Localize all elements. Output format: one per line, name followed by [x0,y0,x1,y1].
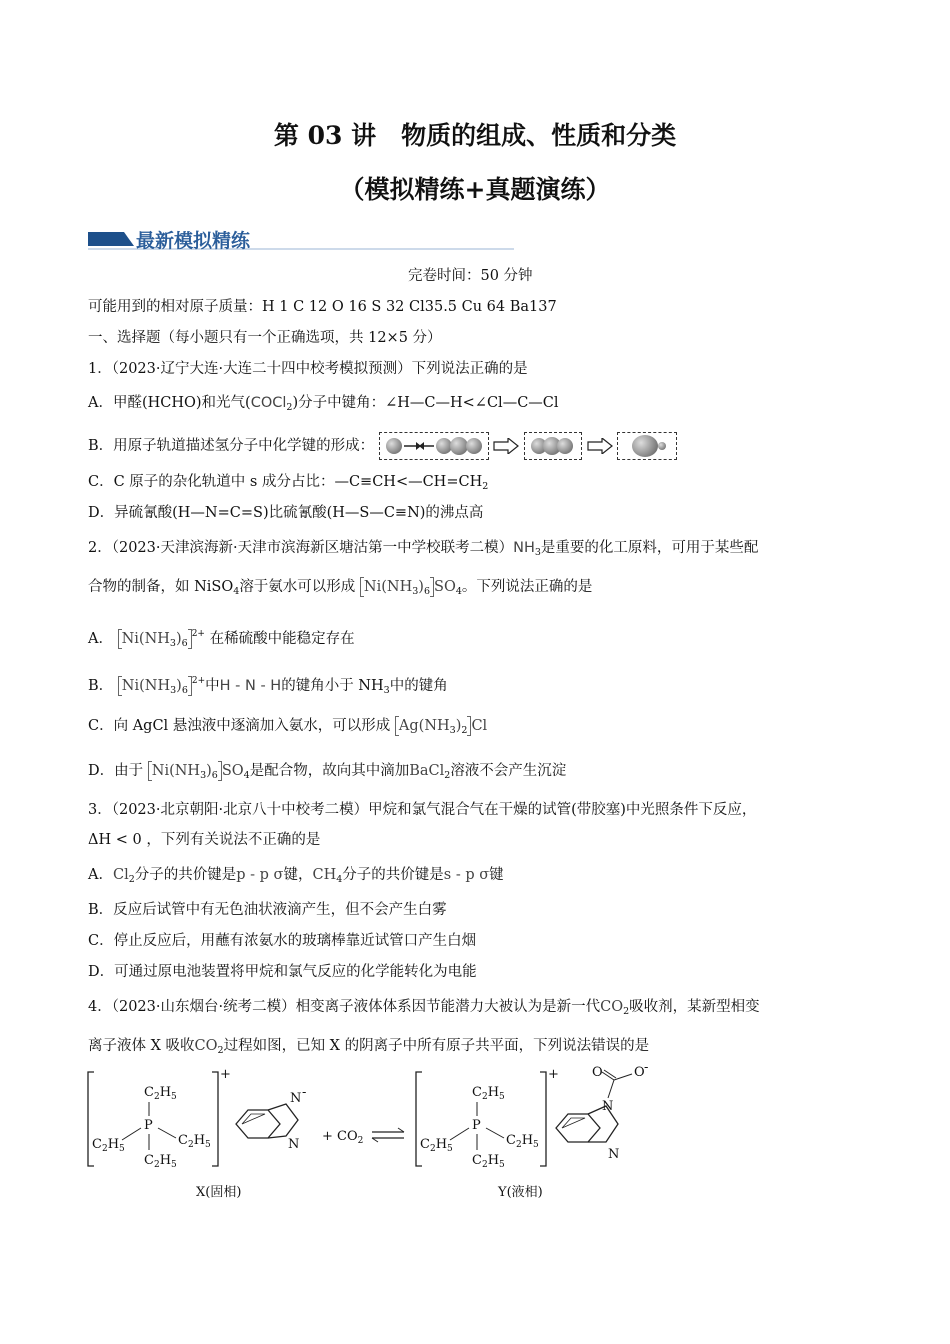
c-sub2: 2 [461,725,468,736]
q2-c-text: C．向 AgCl 悬浊液中逐滴加入氨水，可以形成 [88,718,391,734]
n-anion: N [290,1091,302,1106]
nh3-formula: NH [513,540,535,556]
q1-stem: 1．（2023·辽宁大连·大连二十四中校考模拟预测）下列说法正确的是 [88,361,528,377]
complex-sub3: 3 [412,586,419,597]
y-cation [416,1067,559,1170]
atomic-masses: 可能用到的相对原子质量：H 1 C 12 O 16 S 32 Cl35.5 Cu 64 Ba137 [88,299,557,315]
q2-stem-text1: 2．（2023·天津滨海新·天津市滨海新区塘沽第一中学校联考二模） [88,540,514,556]
x-anion [236,1085,306,1152]
phosphorus: P [144,1118,153,1133]
o-carbonyl: O [592,1066,603,1080]
b-ni: Ni [121,678,140,694]
c-paren: ) [455,718,462,734]
ethyl-top: $C_2H_5$ [144,1085,177,1102]
d-so4-sub: 4 [243,770,250,781]
d-ni: Ni [151,763,170,779]
plus-co2: + $CO_2$ [322,1129,364,1146]
q3-option-d: D．可通过原电池装置将甲烷和氯气反应的化学能转化为电能 [88,964,477,980]
orbital-box-3 [617,432,677,460]
q2-a-text: 在稀硫酸中能稳定存在 [209,631,355,647]
arrow-right-icon [587,438,613,454]
bacl2-formula: BaCl [409,763,445,779]
q4-stem-text1: 4．（2023·山东烟台·统考二模）相变离子液体体系因节能潜力大被认为是新一代 [88,999,601,1015]
ch4-formula: CH [312,867,337,883]
d-nh3: (NH [169,763,201,779]
q3-a-label: A． [88,867,113,883]
q2-stem-text2: 是重要的化工原料，可用于某些配 [540,540,759,556]
a-charge: 2+ [191,629,205,639]
b-nh3-sub: 3 [383,685,390,696]
d-paren: ) [206,763,212,779]
q1-a-formula: COCl [250,395,287,411]
reaction-figure [86,1066,866,1206]
a-ni: Ni [121,631,139,647]
section-heading: 一、选择题（每小题只有一个正确选项，共 12×5 分） [88,330,442,346]
banner-label: 最新模拟精练 [136,230,251,252]
c-cl: Cl [471,718,488,734]
b-paren: ) [176,678,182,694]
q1-option-c [88,472,488,497]
x-label: X(固相) [196,1185,242,1200]
ethyl-bottom: $C_2H_5$ [472,1153,505,1170]
a-sub6: 6 [181,638,188,649]
arrow-right-icon [493,438,519,454]
q1-a-text1: A．甲醛(HCHO)和光气( [88,395,251,411]
x-cation [88,1067,231,1170]
orbital-box-2 [524,432,582,460]
n-atom: N [608,1147,620,1162]
q1-c-sub: 2 [482,481,489,492]
q3-a-text2: 键， [283,867,313,883]
ethyl-bottom: $C_2H_5$ [144,1153,177,1170]
q3-stem-line2: ΔH < 0 ，下列有关说法不正确的是 [88,832,321,848]
y-charge: + [548,1067,559,1082]
q2-a-label: A． [88,631,113,647]
orbital-box-1 [379,432,489,460]
q1-option-a [88,393,559,418]
complex-nh3: (NH [381,579,413,595]
co2-formula: CO [600,999,624,1015]
c-sub3: 3 [449,725,456,736]
b-charge: 2+ [191,676,206,686]
q1-a-text2: )分子中键角：∠H—C—H<∠Cl—C—Cl [292,395,559,411]
h-atom-1 [386,438,402,454]
small-lobe [658,442,666,450]
page-subtitle: （模拟精练+真题演练） [339,175,611,204]
co2-formula: CO [194,1038,218,1054]
q4-stem-text3: 离子液体 X 吸收 [88,1038,195,1054]
n-charge: - [302,1085,307,1100]
reaction-scheme [86,1066,866,1206]
o-charge: - [644,1066,649,1075]
equilibrium-arrow-icon [372,1128,404,1142]
q2-d-text2: 是配合物，故向其中滴加 [249,763,410,779]
a-sub3: 3 [169,638,176,649]
sp-sigma: s - p σ [443,867,490,883]
q4-stem-text2: 吸收剂，某新型相变 [629,999,760,1015]
nh3-sub: 3 [534,547,541,558]
c-nh3: (NH [418,718,450,734]
q1-a-sub: 2 [286,402,293,413]
q2-option-a [88,624,355,654]
q2-b-text3: 中的键角 [389,678,448,694]
ethyl-left: $C_2H_5$ [420,1137,453,1154]
x-charge: + [220,1067,231,1082]
d-sub3: 3 [200,770,207,781]
ethyl-left: $C_2H_5$ [92,1137,125,1154]
co2-sub: 2 [623,1006,630,1017]
q3-a-text3: 分子的共价键是 [342,867,444,883]
q2-stem-text3: 合物的制备，如 NiSO [88,579,234,595]
ethyl-right: $C_2H_5$ [506,1133,539,1150]
q3-option-a [88,865,504,890]
cl2-sub: 2 [128,874,135,885]
a-nh3: (NH [138,631,170,647]
ch4-sub: 4 [336,874,343,885]
c-ag: Ag [398,718,419,734]
ethyl-top: $C_2H_5$ [472,1085,505,1102]
q3-option-c: C．停止反应后，用蘸有浓氨水的玻璃棒靠近试管口产生白烟 [88,933,477,949]
hnh-angle: H - N - H [219,678,282,694]
pp-sigma: p - p σ [236,867,284,883]
q3-option-b: B．反应后试管中有无色油状液滴产生，但不会产生白雾 [88,902,447,918]
b-sub6: 6 [181,685,188,696]
q1-c-text: C．C 原子的杂化轨道中 s 成分占比：—C≡CH<—CH=CH [88,474,483,490]
b-nh3: (NH [139,678,171,694]
y-anion [556,1066,648,1162]
a-paren: ) [175,631,182,647]
approach-arrows-icon [404,441,434,451]
bacl2-sub: 2 [444,770,451,781]
q4-stem-line1 [88,997,760,1022]
ethyl-right: $C_2H_5$ [178,1133,211,1150]
q1-option-d: D．异硫氰酸(H—N=C=S)比硫氰酸(H—S—C≡N)的沸点高 [88,505,484,521]
q2-stem-line1 [88,538,758,563]
q2-b-text2: 的键角小于 NH [281,678,384,694]
q2-option-c [88,716,487,741]
q1-option-b [88,432,677,460]
overlap-atom-3 [557,438,573,454]
complex-sub6: 6 [423,586,431,597]
q2-option-b [88,671,448,701]
d-sub6: 6 [211,770,218,781]
q3-stem-line1: 3．（2023·北京朝阳·北京八十中校考二模）甲烷和氯气混合气在干燥的试管(带胶塞)中光照条件下反应， [88,802,757,818]
o-anion: O [634,1066,645,1080]
q2-b-label: B． [88,678,114,694]
h-atom-4 [466,438,482,454]
q4-stem-line2 [88,1036,649,1061]
n-carboxyl: N [602,1099,614,1114]
complex-paren: ) [418,579,424,595]
phosphorus: P [472,1118,481,1133]
y-label: Y(液相) [498,1185,543,1200]
complex-so4: SO [434,579,456,595]
q4-stem-text4: 过程如图，已知 X 的阴离子中所有原子共平面，下列说法错误的是 [223,1038,650,1054]
cl2-formula: Cl [112,867,129,883]
q2-option-d [88,761,566,786]
q2-stem-text4: 溶于氨水可以形成 [239,579,356,595]
q2-b-text1: 中 [205,678,220,694]
niso4-sub: 4 [233,586,240,597]
molecular-orbital [632,435,658,457]
exam-time: 完卷时间：50 分钟 [408,268,533,284]
q3-a-text4: 键 [489,867,504,883]
q3-a-text1: 分子的共价键是 [134,867,237,883]
q2-d-text3: 溶液不会产生沉淀 [450,763,567,779]
q1-b-text: B．用原子轨道描述氢分子中化学键的形成： [88,438,375,454]
so4-sub: 4 [455,586,462,597]
page-title: 第 03 讲 物质的组成、性质和分类 [273,121,677,150]
co2-sub: 2 [217,1045,224,1056]
b-sub3: 3 [170,685,177,696]
complex-ni: Ni [363,579,382,595]
n-atom: N [288,1137,300,1152]
q2-stem-line2 [88,577,592,602]
q2-stem-text5: 。下列说法正确的是 [461,579,593,595]
section-banner [88,226,514,252]
q2-d-text1: D．由于 [88,763,144,779]
d-so4: SO [221,763,244,779]
